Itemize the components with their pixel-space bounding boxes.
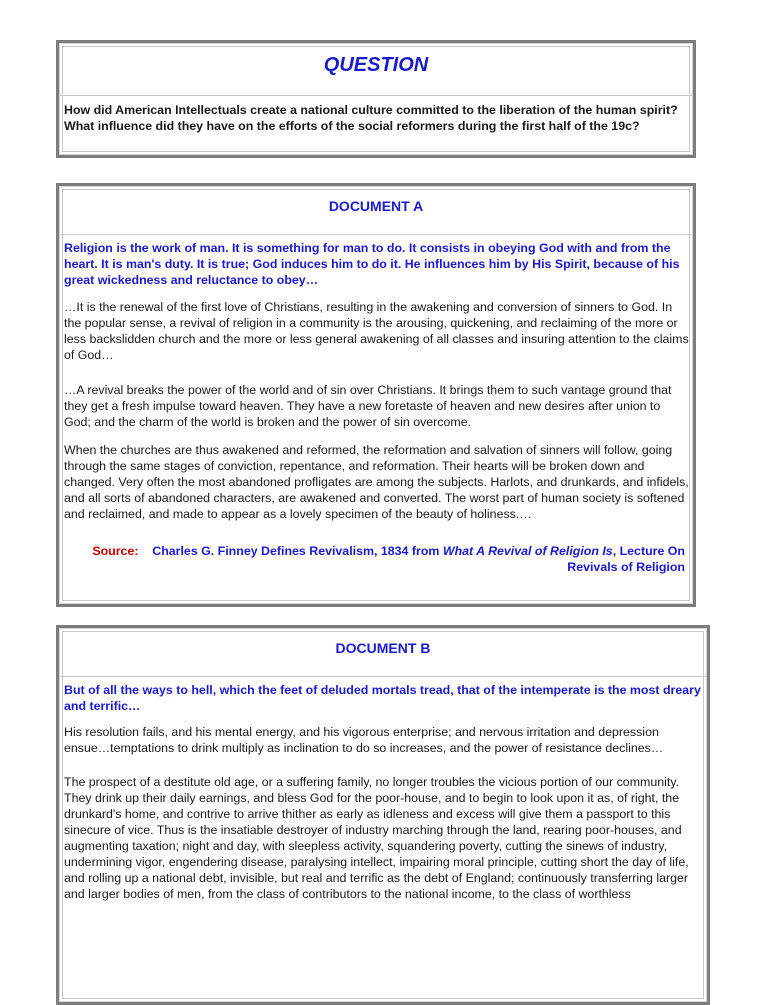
document-b-box [56, 625, 710, 1005]
question-text [64, 102, 689, 134]
document-b-title: DOCUMENT B [335, 640, 431, 656]
document-b-paragraph-2: The prospect of a destitute old age, or a suffering family, no longer troubles the vicious portion of our community. They drink up their daily earnings, and bless God for the poor-house, and to begin to look upon it as, of right, the drunkard's home, and contrive to arrive thither as early as idleness and excess will give them a passport to this sinecure of vice. Thus is the insatiable destroyer of industry marching through the land, rearing poor-houses, and augmenting taxation; night and day, with sleepless activity, squandering poverty, cutting the sinews of industry, undermining vigor, engendering disease, paralysing intellect, impairing moral principle, cutting short the day of life, and rolling up a national debt, invisible, but real and terrific as the debt of England; continuously transferring larger and larger bodies of men, from the class of contributors to the national income, to the class of worthless [64, 775, 689, 901]
document-b-divider [59, 676, 707, 677]
source-work: What A Revival of Religion Is [442, 544, 613, 558]
question-title: QUESTION [323, 54, 429, 76]
document-a-title: DOCUMENT A [328, 198, 424, 214]
document-a-box [56, 183, 696, 607]
source-rest: , Lecture On Revivals of Religion [567, 544, 685, 574]
document-a-source [87, 543, 685, 575]
question-box [56, 40, 696, 158]
source-author: Charles G. Finney Defines Revivalism, 1834 from [152, 544, 440, 558]
document-a-divider [59, 234, 693, 235]
question-line-1: How did American Intellectuals create a national culture committed to the liberation of the human spirit? [64, 103, 678, 117]
document-a-paragraph-1: …It is the renewal of the first love of Christians, resulting in the awakening and conversion of sinners to God. In the popular sense, a revival of religion in a community is the arousing, quickening, and reclaiming of the more or less backslidden church and the more or less general awakening of all classes and insuring attention to the claims of God… [64, 300, 689, 362]
document-a-paragraph-2: …A revival breaks the power of the world and of sin over Christians. It brings them to such vantage ground that they get a fresh impulse toward heaven. They have a new foretaste of heaven and new desires after union to God; and the charm of the world is broken and the power of sin overcome. [64, 383, 672, 429]
document-b-paragraph-1: His resolution fails, and his mental energy, and his vigorous enterprise; and nervous irritation and depression ensue…temptations to drink multiply as inclination to do so increases, and the power of resistance declines… [64, 725, 664, 755]
document-b-lead: But of all the ways to hell, which the feet of deluded mortals tread, that of the intemperate is the most dreary and terrific… [64, 683, 701, 713]
question-divider [59, 95, 693, 96]
source-label: Source: [92, 544, 139, 558]
document-a-lead: Religion is the work of man. It is something for man to do. It consists in obeying God with and from the heart. It is man's duty. It is true; God induces him to do it. He influences him by His Spirit, because of his great wickedness and reluctance to obey… [64, 241, 680, 287]
question-line-2: What influence did they have on the efforts of the social reformers during the first half of the 19c? [64, 119, 640, 133]
document-a-paragraph-3: When the churches are thus awakened and reformed, the reformation and salvation of sinners will follow, going through the same stages of conviction, repentance, and reformation. Their hearts will be broken down and changed. Very often the most abandoned profligates are among the subjects. Harlots, and drunkards, and infidels, and all sorts of abandoned characters, are awakened and converted. The worst part of human society is softened and reclaimed, and made to appear as a lovely specimen of the beauty of holiness.… [64, 443, 689, 521]
